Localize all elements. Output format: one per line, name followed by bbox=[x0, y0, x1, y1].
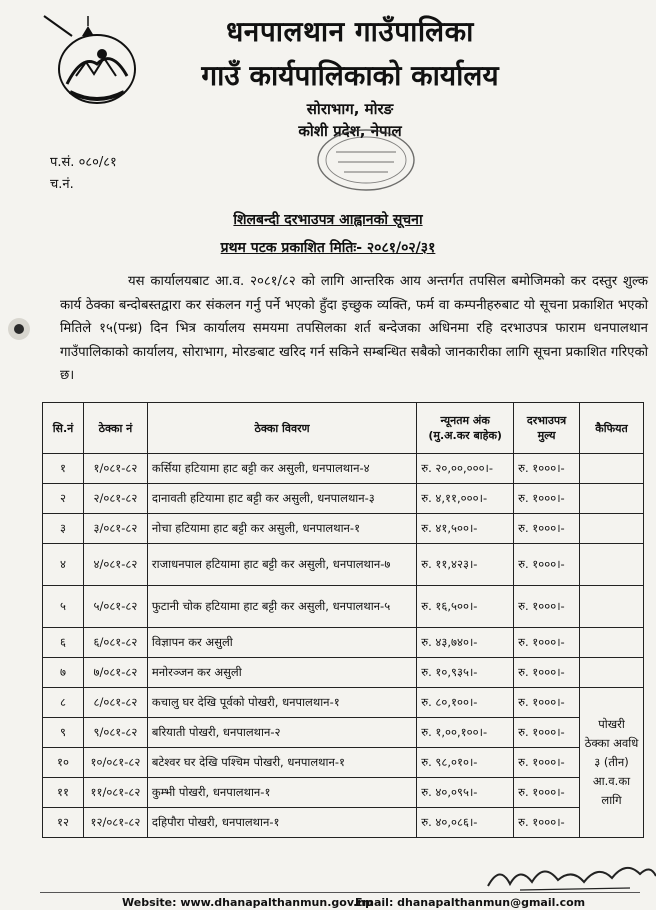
cell-min-amount: रु. ११,४२३।- bbox=[417, 544, 514, 586]
table-row bbox=[43, 658, 644, 688]
cell-form-price: रु. १०००।- bbox=[514, 688, 580, 718]
cell-remarks bbox=[580, 628, 644, 658]
cell-form-price: रु. १०००।- bbox=[514, 514, 580, 544]
cell-contract-no: ९/०८१-८२ bbox=[83, 718, 147, 748]
cell-sn: २ bbox=[43, 484, 84, 514]
cell-sn: ७ bbox=[43, 658, 84, 688]
address-line-1: सोराभाग, मोरङ bbox=[306, 100, 394, 118]
cell-description: राजाधनपाल हटियामा हाट बट्टी कर असुली, धनपालथान-७ bbox=[147, 544, 416, 586]
office-stamp bbox=[300, 122, 420, 194]
cell-form-price: रु. १०००।- bbox=[514, 658, 580, 688]
cell-min-amount: रु. ४०,०८६।- bbox=[417, 808, 514, 838]
cell-form-price: रु. १०००।- bbox=[514, 748, 580, 778]
cell-min-amount: रु. १०,९३५।- bbox=[417, 658, 514, 688]
cell-contract-no: ११/०८१-८२ bbox=[83, 778, 147, 808]
cell-sn: ३ bbox=[43, 514, 84, 544]
table-row bbox=[43, 718, 644, 748]
address-line-2: कोशी प्रदेश, नेपाल bbox=[298, 122, 402, 140]
cell-remarks-pond: पोखरी ठेक्का अवधि ३ (तीन) आ.व.का लागि bbox=[580, 688, 644, 838]
cell-description: कुम्भी पोखरी, धनपालथान-१ bbox=[147, 778, 416, 808]
cell-contract-no: १२/०८१-८२ bbox=[83, 808, 147, 838]
cell-form-price: रु. १०००।- bbox=[514, 544, 580, 586]
cell-form-price: रु. १०००।- bbox=[514, 808, 580, 838]
header-sn: सि.नं bbox=[43, 403, 84, 454]
cell-sn: ११ bbox=[43, 778, 84, 808]
footer-email: Email: dhanapalthanmun@gmail.com bbox=[355, 896, 586, 909]
table-row bbox=[43, 586, 644, 628]
cell-form-price: रु. १०००।- bbox=[514, 778, 580, 808]
cell-description: नोचा हटियामा हाट बट्टी कर असुली, धनपालथान-१ bbox=[147, 514, 416, 544]
cell-sn: ८ bbox=[43, 688, 84, 718]
cell-description: दहिपौरा पोखरी, धनपालथान-१ bbox=[147, 808, 416, 838]
reference-number: प.सं. ०८०/८१ bbox=[50, 155, 117, 170]
cell-remarks bbox=[580, 484, 644, 514]
cell-contract-no: ३/०८१-८२ bbox=[83, 514, 147, 544]
footer-website: Website: www.dhanapalthanmun.gov.np bbox=[122, 896, 373, 909]
header-contract-no: ठेक्का नं bbox=[83, 403, 147, 454]
cell-remarks bbox=[580, 514, 644, 544]
office-name: गाउँ कार्यपालिकाको कार्यालय bbox=[201, 59, 499, 92]
table-row bbox=[43, 628, 644, 658]
cell-sn: ४ bbox=[43, 544, 84, 586]
org-name: धनपालथान गाउँपालिका bbox=[226, 15, 474, 48]
cell-form-price: रु. १०००।- bbox=[514, 454, 580, 484]
cell-sn: १ bbox=[43, 454, 84, 484]
punch-hole-center bbox=[14, 324, 24, 334]
signature bbox=[480, 856, 656, 896]
cell-contract-no: १/०८१-८२ bbox=[83, 454, 147, 484]
nepal-emblem-icon bbox=[42, 14, 152, 114]
cell-contract-no: ४/०८१-८२ bbox=[83, 544, 147, 586]
cell-description: कर्सिया हटियामा हाट बट्टी कर असुली, धनपालथान-४ bbox=[147, 454, 416, 484]
header-remarks: कैफियत bbox=[580, 403, 644, 454]
footer-divider bbox=[40, 892, 640, 893]
cell-sn: ५ bbox=[43, 586, 84, 628]
cell-contract-no: ६/०८१-८२ bbox=[83, 628, 147, 658]
table-row bbox=[43, 514, 644, 544]
footer bbox=[0, 896, 656, 910]
table-row bbox=[43, 808, 644, 838]
cell-sn: १० bbox=[43, 748, 84, 778]
cell-contract-no: ५/०८१-८२ bbox=[83, 586, 147, 628]
cell-form-price: रु. १०००।- bbox=[514, 586, 580, 628]
cell-description: दानावती हटियामा हाट बट्टी कर असुली, धनपालथान-३ bbox=[147, 484, 416, 514]
notice-body: यस कार्यालयबाट आ.व. २०८१/८२ को लागि आन्तरिक आय अन्तर्गत तपसिल बमोजिमको कर दस्तुर शुल्क कार्य ठेक्का बन्दोबस्तद्वारा कर संकलन गर्नु पर्ने भएको हुँदा इच्छुक व्यक्ति, फर्म वा कम्पनीहरुबाट यो सूचना प्रकाशित भएको मितिले १५(पन्ध्र) दिन भित्र कार्यालय समयमा तपसिलका शर्त बन्देजका अधिनमा रहि दरभाउपत्र फाराम धनपालथान गाउँपालिकाको कार्यालय, सोराभाग, मोरङबाट खरिद गर्न सकिने सम्बन्धित सबैको जानकारीका लागि सूचना प्रकाशित गरिएको छ। bbox=[60, 274, 648, 383]
cell-form-price: रु. १०००।- bbox=[514, 718, 580, 748]
cell-description: विज्ञापन कर असुली bbox=[147, 628, 416, 658]
cell-contract-no: ७/०८१-८२ bbox=[83, 658, 147, 688]
table-header-row bbox=[43, 403, 644, 454]
table-row bbox=[43, 748, 644, 778]
cell-min-amount: रु. ४३,७४०।- bbox=[417, 628, 514, 658]
cell-min-amount: रु. २०,००,०००।- bbox=[417, 454, 514, 484]
cell-remarks bbox=[580, 658, 644, 688]
cell-description: बटेश्वर घर देखि पश्चिम पोखरी, धनपालथान-१ bbox=[147, 748, 416, 778]
cell-min-amount: रु. १६,५००।- bbox=[417, 586, 514, 628]
cell-min-amount: रु. ४१,५००।- bbox=[417, 514, 514, 544]
cell-sn: ६ bbox=[43, 628, 84, 658]
cell-contract-no: २/०८१-८२ bbox=[83, 484, 147, 514]
table-row bbox=[43, 484, 644, 514]
contract-table bbox=[42, 402, 644, 838]
cell-form-price: रु. १०००।- bbox=[514, 484, 580, 514]
cell-remarks bbox=[580, 544, 644, 586]
cell-description: कचालु घर देखि पूर्वको पोखरी, धनपालथान-१ bbox=[147, 688, 416, 718]
cell-form-price: रु. १०००।- bbox=[514, 628, 580, 658]
cell-min-amount: रु. ८०,१००।- bbox=[417, 688, 514, 718]
table-row bbox=[43, 778, 644, 808]
cell-remarks bbox=[580, 454, 644, 484]
cell-min-amount: रु. ४०,०९५।- bbox=[417, 778, 514, 808]
header-description: ठेक्का विवरण bbox=[147, 403, 416, 454]
header-form-price: दरभाउपत्र मुल्य bbox=[514, 403, 580, 454]
cell-remarks bbox=[580, 586, 644, 628]
cell-sn: १२ bbox=[43, 808, 84, 838]
cell-contract-no: ८/०८१-८२ bbox=[83, 688, 147, 718]
cell-description: बरियाती पोखरी, धनपालथान-२ bbox=[147, 718, 416, 748]
table-row bbox=[43, 688, 644, 718]
cell-min-amount: रु. १,००,१००।- bbox=[417, 718, 514, 748]
table-row bbox=[43, 544, 644, 586]
dispatch-number: च.नं. bbox=[50, 177, 74, 192]
table-row bbox=[43, 454, 644, 484]
header-min-amount: न्यूनतम अंक (मु.अ.कर बाहेक) bbox=[417, 403, 514, 454]
cell-min-amount: रु. ४,११,०००।- bbox=[417, 484, 514, 514]
cell-description: मनोरञ्जन कर असुली bbox=[147, 658, 416, 688]
notice-title: शिलबन्दी दरभाउपत्र आह्वानको सूचना bbox=[233, 212, 423, 228]
published-date: प्रथम पटक प्रकाशित मितिः- २०८१/०२/३१ bbox=[220, 240, 436, 256]
cell-min-amount: रु. ९८,०१०।- bbox=[417, 748, 514, 778]
cell-contract-no: १०/०८१-८२ bbox=[83, 748, 147, 778]
cell-sn: ९ bbox=[43, 718, 84, 748]
cell-description: फुटानी चोक हटियामा हाट बट्टी कर असुली, धनपालथान-५ bbox=[147, 586, 416, 628]
